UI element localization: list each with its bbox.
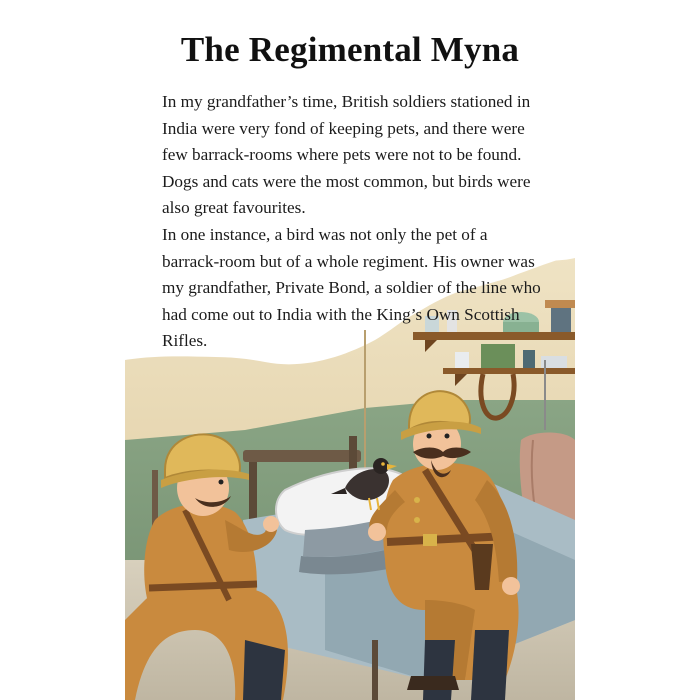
story-paragraph: In one instance, a bird was not only the pet of a barrack-room but of a whole regiment. His owner was my grandfather, Private Bond, a soldier of the line who had come out to India with the King’s Own Scottish Rifles.: [162, 224, 541, 351]
page-title: The Regimental Myna: [180, 30, 520, 69]
book-page: [125, 0, 575, 700]
story-paragraph: In my grandfather’s time, British soldiers stationed in India were very fond of keeping pets, and there were few barrack-rooms where pets were not to be found. Dogs and cats were the most common, but birds were also great favourites.: [162, 92, 531, 218]
story-text: [162, 89, 542, 355]
